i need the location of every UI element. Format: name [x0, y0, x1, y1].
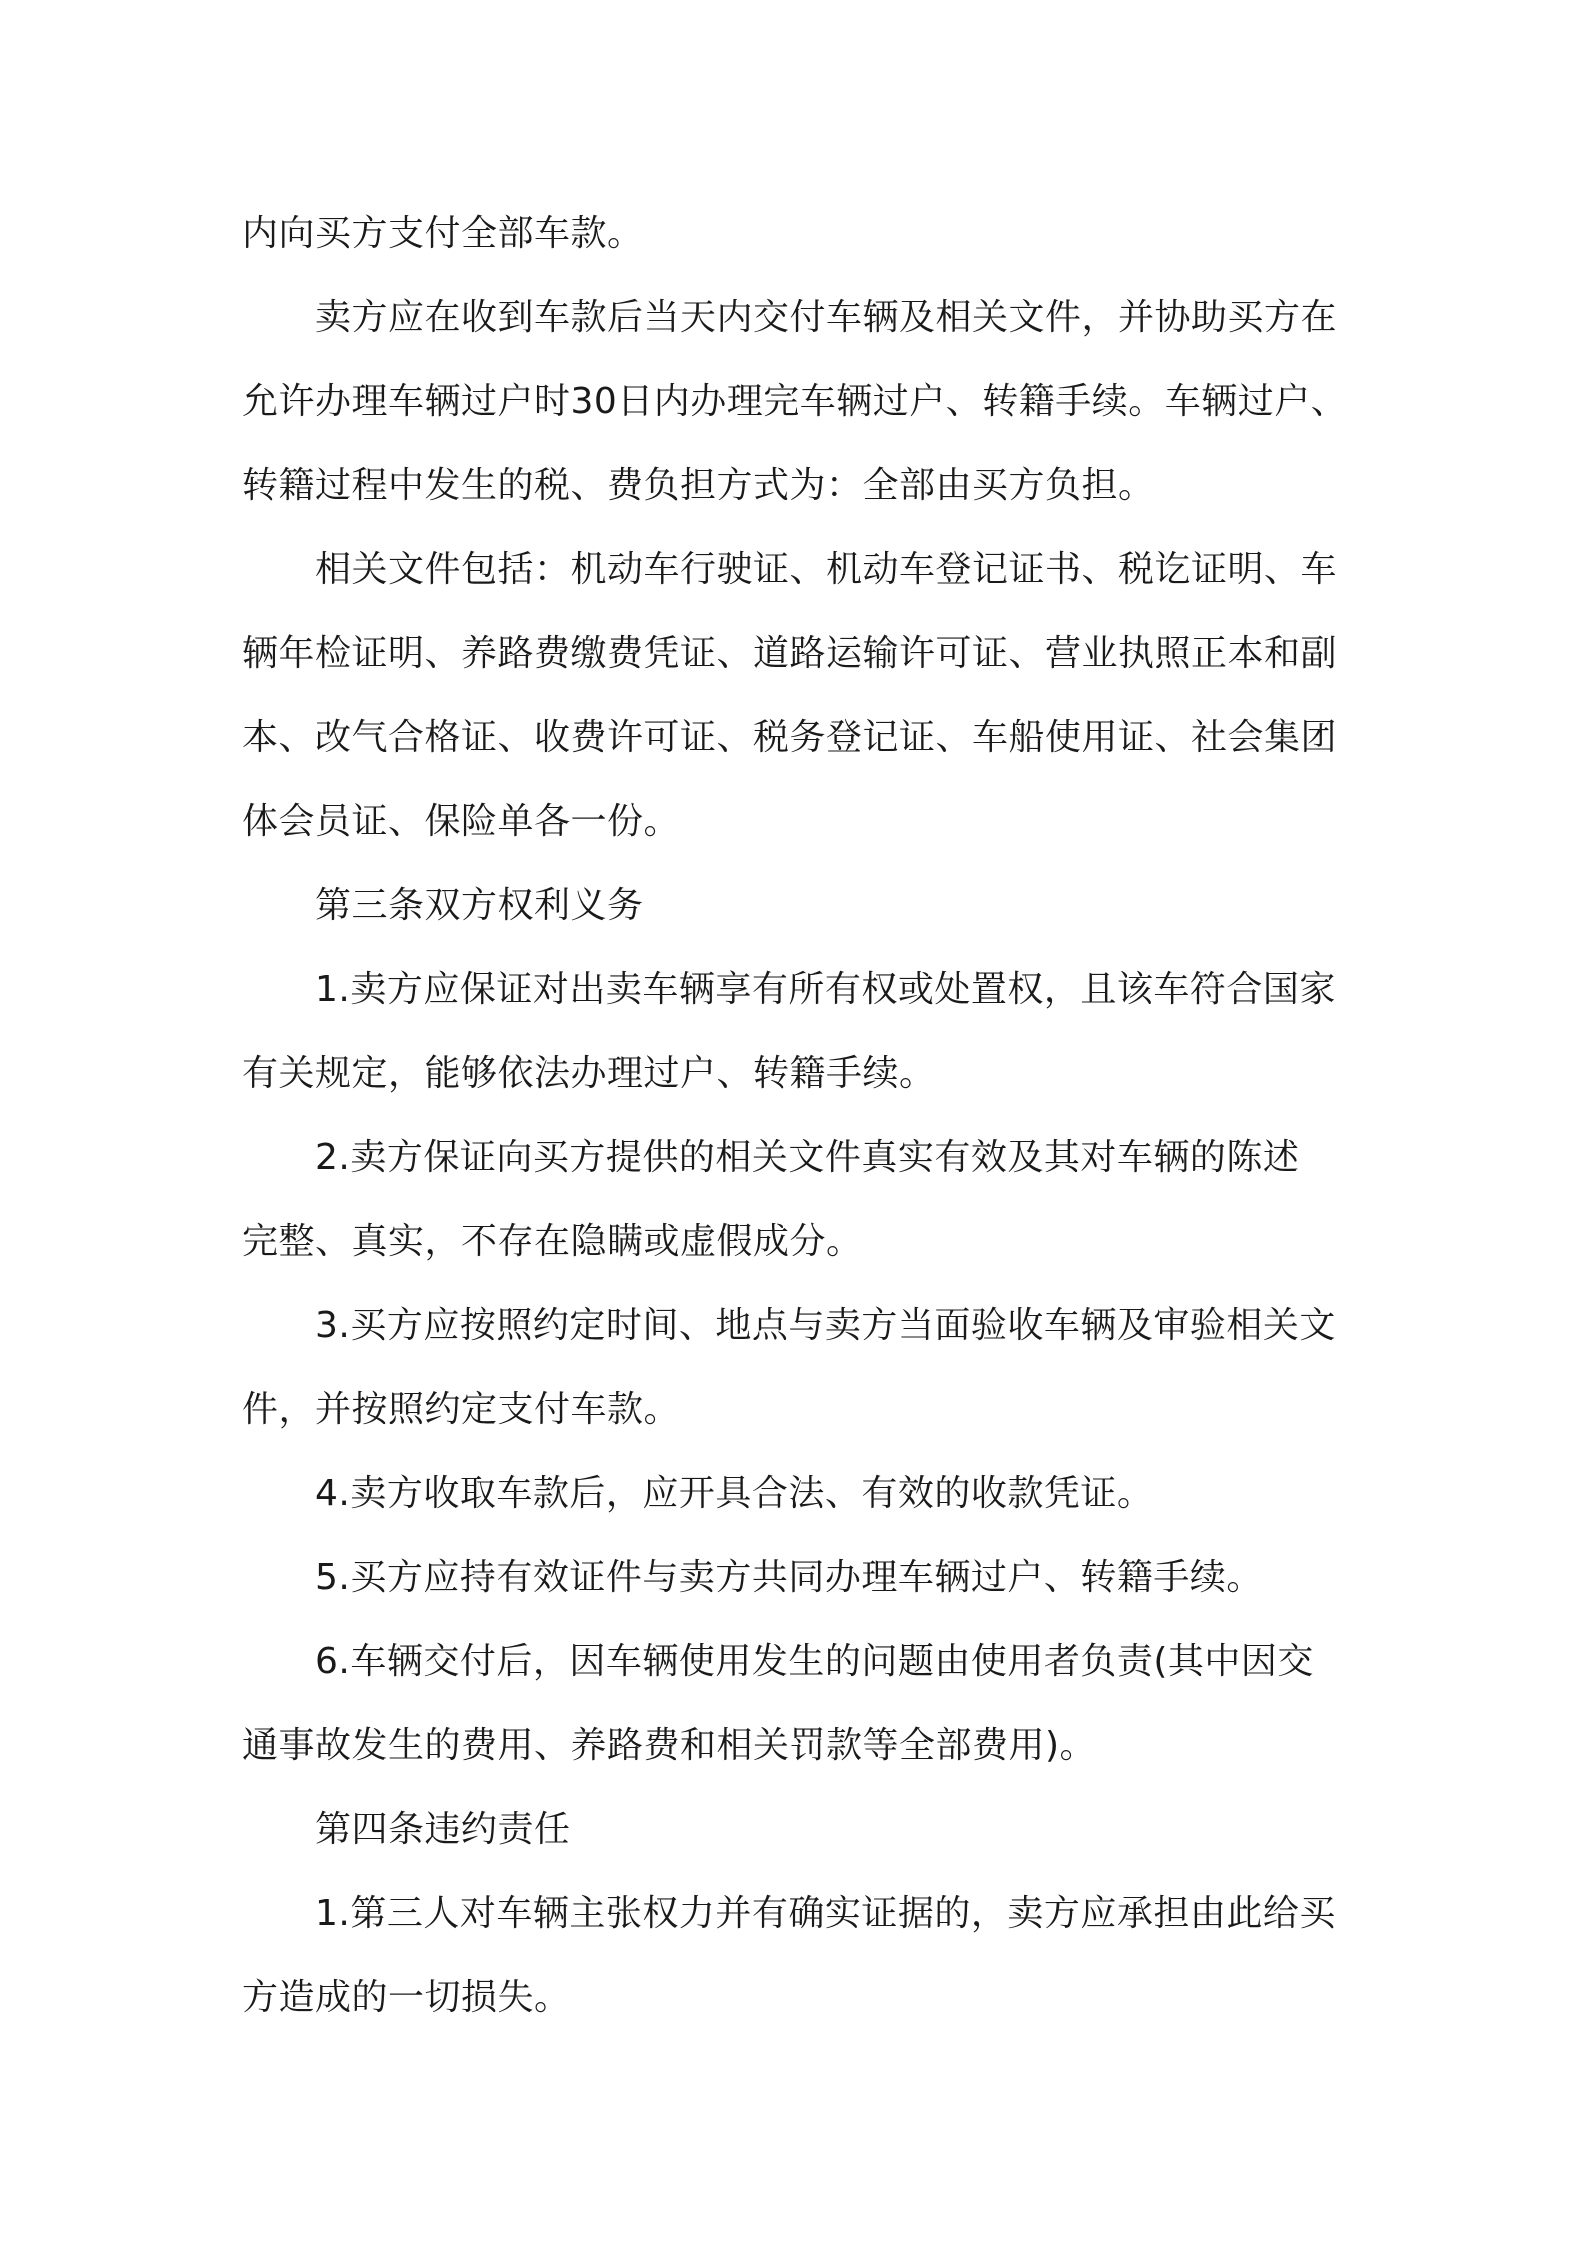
- text-line: 相关文件包括：机动车行驶证、机动车登记证书、税讫证明、车: [315, 549, 1338, 590]
- text-line: 1.卖方应保证对出卖车辆享有所有权或处置权，且该车符合国家: [315, 969, 1336, 1010]
- text-line: 辆年检证明、养路费缴费凭证、道路运输许可证、营业执照正本和副: [242, 633, 1338, 674]
- text-line: 有关规定，能够依法办理过户、转籍手续。: [242, 1053, 936, 1094]
- text-line: 通事故发生的费用、养路费和相关罚款等全部费用)。: [242, 1725, 1097, 1766]
- text-line: 6.车辆交付后，因车辆使用发生的问题由使用者负责(其中因交: [315, 1641, 1314, 1682]
- text-line: 2.卖方保证向买方提供的相关文件真实有效及其对车辆的陈述: [315, 1137, 1300, 1178]
- text-line: 3.买方应按照约定时间、地点与卖方当面验收车辆及审验相关文: [315, 1305, 1336, 1346]
- text-line: 卖方应在收到车款后当天内交付车辆及相关文件，并协助买方在: [315, 297, 1338, 338]
- text-line: 本、改气合格证、收费许可证、税务登记证、车船使用证、社会集团: [242, 717, 1338, 758]
- text-line: 5.买方应持有效证件与卖方共同办理车辆过户、转籍手续。: [315, 1557, 1263, 1598]
- article-heading: 第三条双方权利义务: [315, 885, 644, 926]
- text-line: 内向买方支付全部车款。: [242, 213, 644, 254]
- article-heading: 第四条违约责任: [315, 1809, 571, 1850]
- text-line: 件，并按照约定支付车款。: [242, 1389, 681, 1430]
- text-line: 允许办理车辆过户时30日内办理完车辆过户、转籍手续。车辆过户、: [242, 381, 1348, 422]
- text-line: 体会员证、保险单各一份。: [242, 801, 681, 842]
- text-line: 转籍过程中发生的税、费负担方式为：全部由买方负担。: [242, 465, 1155, 506]
- text-line: 1.第三人对车辆主张权力并有确实证据的，卖方应承担由此给买: [315, 1893, 1336, 1934]
- text-line: 完整、真实，不存在隐瞒或虚假成分。: [242, 1221, 863, 1262]
- text-line: 4.卖方收取车款后，应开具合法、有效的收款凭证。: [315, 1473, 1154, 1514]
- document-body: [242, 192, 1350, 2040]
- text-line: 方造成的一切损失。: [242, 1977, 571, 2018]
